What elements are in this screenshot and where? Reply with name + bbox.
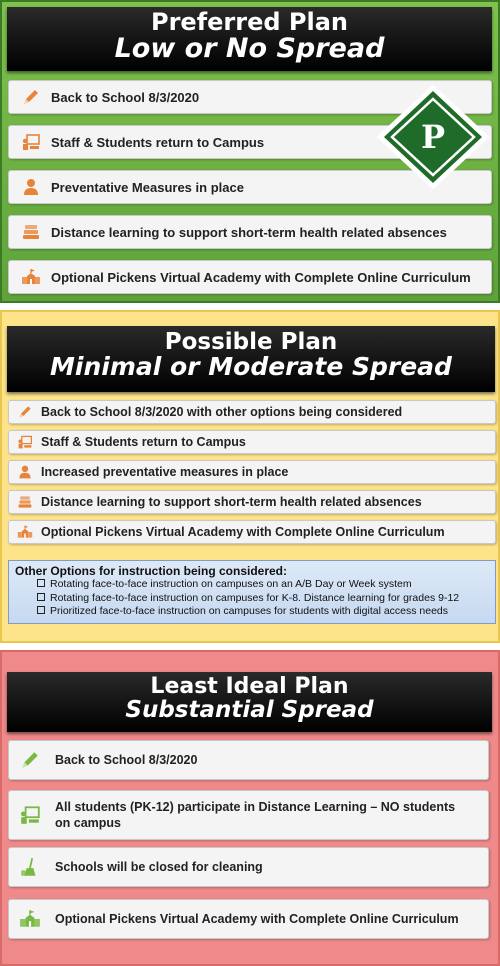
item-label: Staff & Students return to Campus [51,134,265,150]
preferred-plan-panel [0,0,500,303]
item-label: Schools will be closed for cleaning [55,860,263,874]
other-options-box [8,560,496,624]
logo-letter: P [420,118,446,156]
preferred-plan-subtitle: Low or No Spread [114,33,385,65]
books-icon [17,494,33,510]
option-label: Rotating face-to-face instruction on campuses for K-8. Distance learning for grades 9-12 [50,591,460,604]
item-label: Optional Pickens Virtual Academy with Complete Online Curriculum [51,269,471,285]
least-item-closed-for-cleaning [8,847,489,887]
item-label: Back to School 8/3/2020 [51,89,200,105]
possible-item-distance-learning [8,490,496,514]
preferred-plan-banner [7,7,492,71]
cleaning-icon [19,856,41,878]
teacher-icon [19,804,41,826]
checkbox-icon [37,606,45,614]
checkbox-icon [37,593,45,601]
other-options-list [37,578,489,619]
pencil-icon [21,87,41,107]
books-icon [21,222,41,242]
teacher-icon [17,434,33,450]
least-item-virtual-academy [8,899,489,939]
item-label: Back to School 8/3/2020 [55,753,198,767]
person-icon [21,177,41,197]
item-label: Back to School 8/3/2020 with other options being considered [41,405,403,419]
possible-item-virtual-academy [8,520,496,544]
person-icon [17,464,33,480]
possible-item-preventative [8,460,496,484]
option-label: Rotating face-to-face instruction on campuses on an A/B Day or Week system [50,578,412,590]
possible-plan-banner [7,326,495,392]
item-label: Optional Pickens Virtual Academy with Complete Online Curriculum [55,912,459,926]
item-label: Preventative Measures in place [51,179,244,195]
possible-item-back-to-school [8,400,496,424]
school-icon [21,267,41,287]
item-label: Staff & Students return to Campus [41,435,246,449]
teacher-icon [21,132,41,152]
item-label: Optional Pickens Virtual Academy with Complete Online Curriculum [41,525,445,539]
possible-item-return-to-campus [8,430,496,454]
preferred-item-virtual-academy [8,260,492,294]
school-icon [19,908,41,930]
pencil-icon [19,749,41,771]
item-label: Distance learning to support short-term health related absences [41,495,422,509]
option-label: Prioritized face-to-face instruction on campuses for students with digital access needs [50,605,449,618]
option-item [37,592,489,606]
least-ideal-plan-banner [7,672,492,732]
possible-plan-subtitle: Minimal or Moderate Spread [50,352,452,382]
item-label: All students (PK-12) participate in Distance Learning – NO students on campus [55,799,456,830]
possible-plan-title: Possible Plan [164,329,338,355]
least-item-distance-learning [8,790,489,840]
other-options-heading: Other Options for instruction being considered: [15,564,288,578]
possible-plan-panel [0,310,500,643]
option-item [37,578,489,592]
least-item-back-to-school [8,740,489,780]
item-label: Increased preventative measures in place [41,465,289,479]
preferred-plan-title: Preferred Plan [150,8,348,36]
pencil-icon [17,404,33,420]
least-ideal-plan-title: Least Ideal Plan [150,674,349,699]
item-label: Distance learning to support short-term health related absences [51,224,447,240]
option-item [37,605,489,619]
preferred-item-distance-learning [8,215,492,249]
least-ideal-plan-subtitle: Substantial Spread [125,697,374,724]
checkbox-icon [37,579,45,587]
least-ideal-plan-panel [0,650,500,966]
pickens-logo [374,84,492,190]
school-icon [17,524,33,540]
